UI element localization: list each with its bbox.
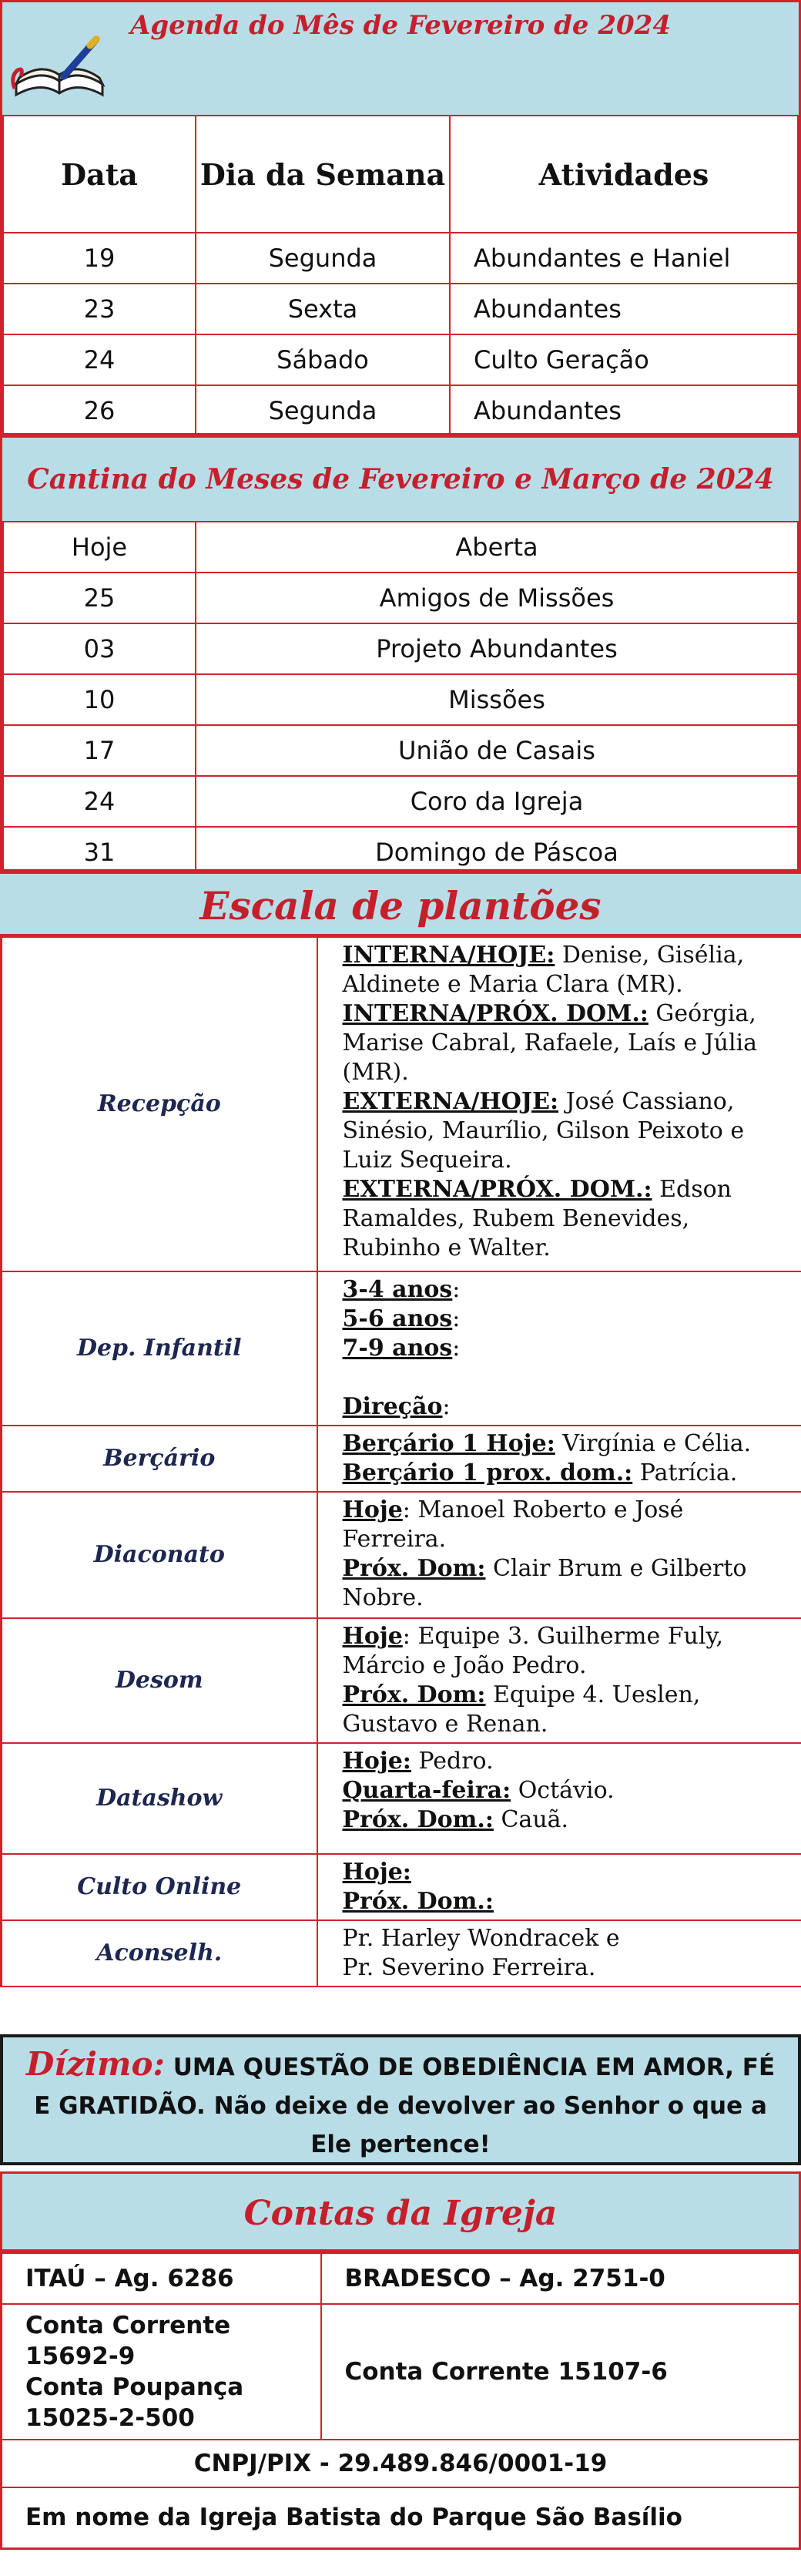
escala-line-label: Hoje — [342, 1496, 403, 1523]
contas-section — [0, 2252, 801, 2550]
cantina-date: 24 — [3, 776, 196, 827]
agenda-activity: Abundantes — [450, 385, 798, 436]
cantina-table — [2, 521, 799, 878]
escala-details — [317, 1854, 801, 1920]
table-row — [2, 2440, 800, 2487]
escala-details — [317, 1920, 801, 1987]
agenda-title: Agenda do Mês de Fevereiro de 2024 — [130, 10, 671, 41]
escala-line — [343, 999, 794, 1087]
escala-line — [343, 941, 794, 999]
cantina-group: Domingo de Páscoa — [196, 827, 798, 878]
escala-role: Aconselh. — [2, 1920, 317, 1987]
escala-role: Culto Online — [2, 1854, 317, 1920]
escala-line-text: Cauã. — [493, 1806, 569, 1833]
escala-line-label: Próx. Dom.: — [342, 1806, 494, 1833]
table-row — [2, 1743, 801, 1854]
dizimo-text: UMA QUESTÃO DE OBEDIÊNCIA EM AMOR, FÉ E GRATIDÃO. Não deixe de devolver ao Senhor o que a Ele pertence! — [34, 2054, 776, 2158]
escala-line-label: Hoje — [342, 1623, 403, 1650]
escala-line — [343, 1681, 794, 1739]
bradesco-conta: Conta Corrente 15107-6 — [321, 2304, 800, 2440]
cantina-group: Projeto Abundantes — [196, 623, 798, 674]
escala-line — [343, 1953, 794, 1983]
table-row — [3, 334, 798, 385]
escala-role: Berçário — [2, 1426, 317, 1492]
cantina-group: Aberta — [196, 522, 798, 573]
escala-line-text: : Equipe 3. Guilherme Fuly, Márcio e João Pedro. — [342, 1623, 723, 1679]
escala-line — [343, 1334, 794, 1363]
escala-line — [343, 1858, 794, 1887]
itau-line: Conta Corrente — [25, 2311, 231, 2339]
cantina-section — [0, 435, 801, 872]
escala-line-text: : — [452, 1335, 461, 1362]
table-row — [2, 2304, 800, 2440]
escala-details — [317, 1426, 801, 1492]
agenda-date: 23 — [3, 284, 196, 334]
cantina-title: Cantina do Meses de Fevereiro e Março de 2024 — [2, 438, 799, 521]
itau-line: 15025-2-500 — [25, 2403, 195, 2432]
escala-line-label: Quarta-feira: — [342, 1777, 511, 1804]
table-row — [3, 776, 798, 827]
agenda-weekday: Sábado — [196, 334, 450, 385]
escala-role: Recepção — [2, 937, 317, 1271]
escala-line-text: Octávio. — [511, 1777, 615, 1804]
escala-line-text: Pr. Severino Ferreira. — [342, 1954, 596, 1981]
escala-line-text: : — [452, 1276, 461, 1303]
escala-line — [343, 1275, 794, 1305]
dizimo-label: Dízimo: — [25, 2045, 165, 2083]
escala-line-label: Hoje: — [342, 1748, 411, 1775]
escala-line-label: INTERNA/PRÓX. DOM.: — [342, 1000, 649, 1027]
header-dia-semana: Dia da Semana — [196, 116, 450, 233]
cantina-group: Coro da Igreja — [196, 776, 798, 827]
escala-line-label: Próx. Dom: — [342, 1681, 486, 1708]
table-row — [2, 937, 801, 1271]
escala-line-label: EXTERNA/PRÓX. DOM.: — [342, 1176, 652, 1203]
escala-line — [343, 1429, 794, 1459]
open-book-with-pen-icon — [10, 30, 109, 107]
agenda-activity: Abundantes e Haniel — [450, 233, 798, 284]
contas-table — [0, 2252, 801, 2550]
escala-line — [343, 1496, 794, 1554]
cnpj-pix: CNPJ/PIX - 29.489.846/0001-19 — [2, 2440, 800, 2487]
escala-line-text: Edson Ramaldes, Rubem Benevides, Rubinho e Walter. — [342, 1176, 732, 1261]
cantina-group: União de Casais — [196, 725, 798, 776]
itau-contas — [2, 2304, 321, 2440]
escala-line — [343, 1554, 794, 1613]
cantina-date: 31 — [3, 827, 196, 878]
escala-table — [0, 936, 801, 1987]
table-row — [3, 827, 798, 878]
table-row — [2, 1271, 801, 1426]
escala-line-label: INTERNA/HOJE: — [342, 942, 555, 969]
agenda-activity: Abundantes — [450, 284, 798, 334]
cantina-group: Amigos de Missões — [196, 573, 798, 623]
escala-line-text: : — [442, 1393, 451, 1420]
escala-line-label: Berçário 1 prox. dom.: — [342, 1459, 633, 1486]
escala-line-label: EXTERNA/HOJE: — [342, 1088, 559, 1115]
itau-line: Conta Poupança — [25, 2373, 244, 2401]
cantina-group: Missões — [196, 674, 798, 725]
escala-line-text: Geórgia, Marise Cabral, Rafaele, Laís e Júlia (MR). — [342, 1000, 758, 1086]
table-row — [3, 674, 798, 725]
table-row — [3, 522, 798, 573]
escala-line-label: 3-4 anos — [342, 1276, 453, 1303]
cantina-date: 03 — [3, 623, 196, 674]
escala-line-text: Denise, Gisélia, Aldinete e Maria Clara (MR). — [342, 942, 745, 998]
escala-line — [343, 1363, 794, 1392]
dizimo-banner — [0, 2034, 801, 2165]
escala-line — [343, 1622, 794, 1681]
escala-line-label: Berçário 1 Hoje: — [342, 1430, 555, 1457]
table-row — [2, 1920, 801, 1987]
escala-role: Datashow — [2, 1743, 317, 1854]
escala-line-text: Virgínia e Célia. — [555, 1430, 752, 1457]
escala-details — [317, 1743, 801, 1854]
table-row — [2, 2487, 800, 2549]
agenda-weekday: Segunda — [196, 385, 450, 436]
agenda-title-band — [2, 2, 799, 115]
cantina-date: 25 — [3, 573, 196, 623]
table-row — [3, 573, 798, 623]
escala-details — [317, 1618, 801, 1743]
table-row — [3, 623, 798, 674]
table-row — [3, 725, 798, 776]
itau-line: 15692-9 — [25, 2342, 136, 2370]
escala-line — [343, 1087, 794, 1175]
escala-line-label: Direção — [342, 1393, 443, 1420]
escala-line-label: Próx. Dom.: — [342, 1888, 494, 1915]
agenda-section — [0, 0, 801, 435]
escala-line-text: : Manoel Roberto e José Ferreira. — [342, 1496, 684, 1553]
table-row — [2, 1492, 801, 1618]
contas-title: Contas da Igreja — [0, 2171, 801, 2252]
itau-agencia: ITAÚ – Ag. 6286 — [2, 2253, 321, 2304]
escala-line-label: 7-9 anos — [342, 1335, 453, 1362]
bradesco-agencia: BRADESCO – Ag. 2751-0 — [321, 2253, 800, 2304]
escala-line-label: 5-6 anos — [342, 1305, 453, 1332]
escala-line-text: Equipe 4. Ueslen, Gustavo e Renan. — [342, 1681, 701, 1738]
escala-line-text: Pr. Harley Wondracek e — [342, 1925, 620, 1952]
escala-line-text: : — [452, 1305, 461, 1332]
agenda-date: 26 — [3, 385, 196, 436]
table-row — [3, 385, 798, 436]
escala-line-text: José Cassiano, Sinésio, Maurílio, Gilson Peixoto e Luiz Sequeira. — [342, 1088, 745, 1174]
header-atividades: Atividades — [450, 116, 798, 233]
header-data: Data — [3, 116, 196, 233]
table-row — [3, 284, 798, 334]
agenda-date: 24 — [3, 334, 196, 385]
escala-title: Escala de plantões — [0, 872, 801, 936]
escala-role: Diaconato — [2, 1492, 317, 1618]
account-holder: Em nome da Igreja Batista do Parque São Basílio — [2, 2487, 800, 2549]
escala-line-text: Pedro. — [411, 1748, 494, 1775]
escala-line — [343, 1924, 794, 1953]
escala-details — [317, 937, 801, 1271]
escala-line — [343, 1459, 794, 1488]
cantina-date: 10 — [3, 674, 196, 725]
table-row — [2, 1426, 801, 1492]
escala-line-label: Hoje: — [342, 1859, 411, 1886]
table-row — [2, 2253, 800, 2304]
escala-line-text: Clair Brum e Gilberto Nobre. — [342, 1555, 747, 1611]
escala-details — [317, 1271, 801, 1426]
table-row — [2, 1618, 801, 1743]
agenda-activity: Culto Geração — [450, 334, 798, 385]
escala-line-label: Próx. Dom: — [342, 1555, 486, 1582]
escala-line — [343, 1305, 794, 1334]
escala-details — [317, 1492, 801, 1618]
agenda-weekday: Segunda — [196, 233, 450, 284]
escala-line — [343, 1747, 794, 1776]
cantina-date: Hoje — [3, 522, 196, 573]
agenda-date: 19 — [3, 233, 196, 284]
agenda-table — [2, 115, 799, 437]
table-row — [3, 233, 798, 284]
agenda-header-row — [3, 116, 798, 233]
cantina-date: 17 — [3, 725, 196, 776]
escala-line — [343, 1392, 794, 1422]
escala-line — [343, 1805, 794, 1835]
agenda-weekday: Sexta — [196, 284, 450, 334]
table-row — [2, 1854, 801, 1920]
escala-line — [343, 1175, 794, 1263]
escala-role: Desom — [2, 1618, 317, 1743]
escala-line-text: Patrícia. — [632, 1459, 738, 1486]
escala-section — [0, 936, 801, 1987]
escala-line — [343, 1776, 794, 1805]
escala-role: Dep. Infantil — [2, 1271, 317, 1426]
escala-line — [343, 1887, 794, 1916]
